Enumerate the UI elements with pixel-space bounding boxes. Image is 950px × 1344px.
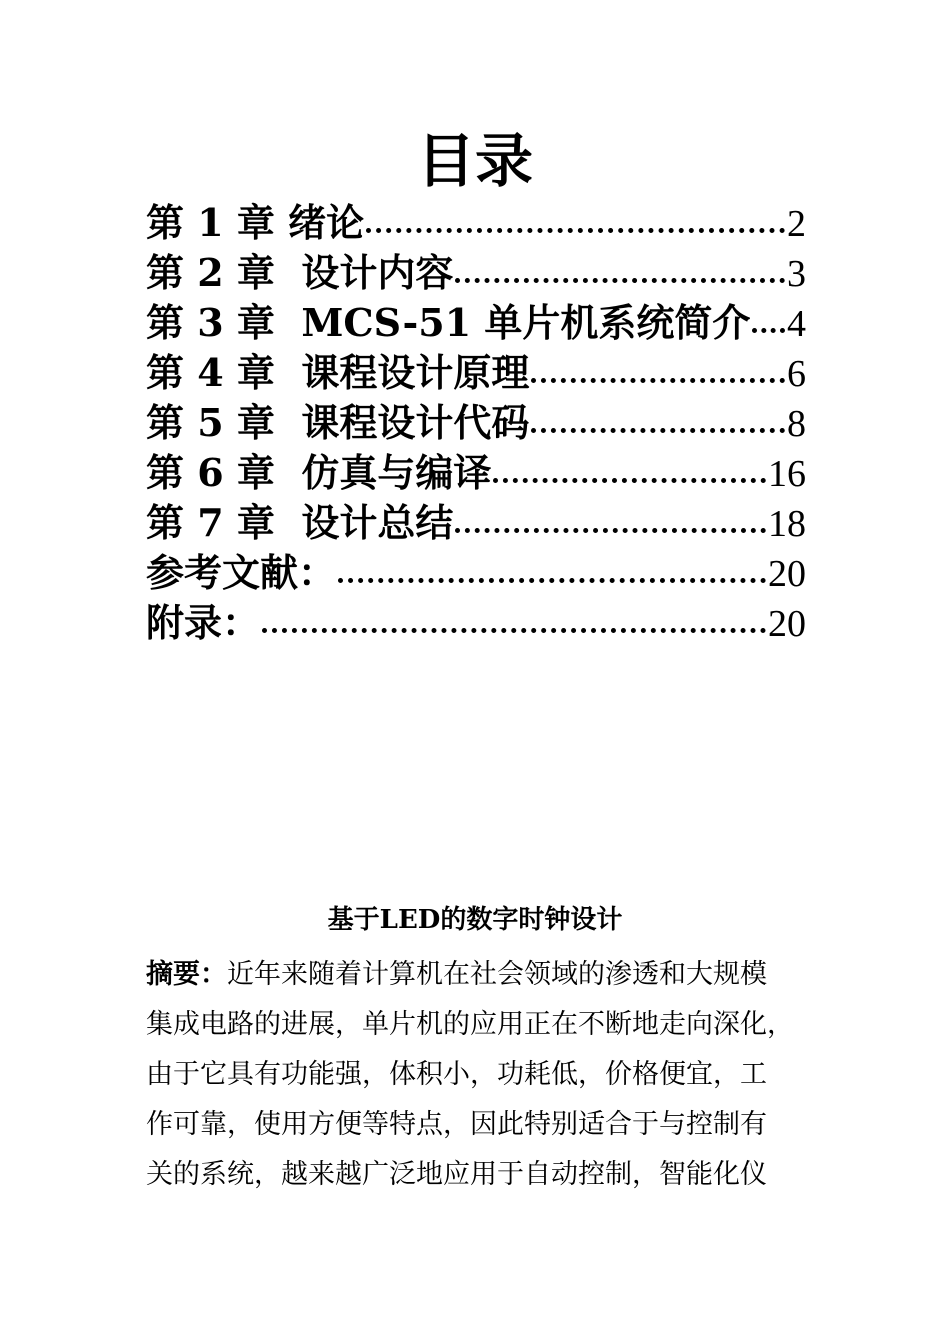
toc-entry-page: 20	[768, 553, 806, 595]
toc-dot-leader	[455, 278, 785, 283]
toc-entry-label: 第 4 章 课程设计原理	[146, 350, 530, 395]
abstract-line: 作可靠，使用方便等特点，因此特别适合于与控制有	[146, 1109, 767, 1140]
toc-dot-leader	[338, 578, 766, 583]
toc-dot-leader	[455, 528, 766, 533]
abstract-line: 集成电路的进展，单片机的应用正在不断地走向深化，	[146, 1009, 794, 1040]
toc-entry-chapter-1[interactable]	[146, 198, 806, 248]
toc-entry-chapter-2[interactable]	[146, 248, 806, 298]
toc-dot-leader	[262, 628, 766, 633]
toc-title: 目录	[416, 127, 533, 195]
toc-entry-label: 第 7 章 设计总结	[146, 500, 454, 545]
toc-entry-page: 3	[787, 253, 806, 295]
toc-entry-label: 第 5 章 课程设计代码	[146, 400, 530, 445]
abstract-label: 摘要：	[146, 959, 227, 990]
abstract-heading: 基于LED的数字时钟设计	[327, 905, 623, 935]
toc-entry-page: 20	[768, 603, 806, 645]
table-of-contents	[146, 198, 806, 648]
toc-entry-chapter-6[interactable]	[146, 448, 806, 498]
toc-entry-chapter-5[interactable]	[146, 398, 806, 448]
toc-dot-leader	[493, 478, 766, 483]
toc-entry-label: 附录：	[146, 600, 261, 645]
toc-entry-appendix[interactable]	[146, 598, 806, 648]
abstract-line: 由于它具有功能强，体积小，功耗低，价格便宜，工	[146, 1059, 767, 1090]
toc-dot-leader	[752, 328, 785, 333]
toc-dot-leader	[531, 428, 785, 433]
toc-entry-page: 2	[787, 203, 806, 245]
toc-dot-leader	[366, 228, 785, 233]
toc-entry-page: 8	[787, 403, 806, 445]
toc-entry-label: 第 2 章 设计内容	[146, 250, 454, 295]
abstract-text: 近年来随着计算机在社会领域的渗透和大规模	[227, 959, 767, 990]
toc-entry-label: 第 6 章 仿真与编译	[146, 450, 492, 495]
toc-entry-chapter-7[interactable]	[146, 498, 806, 548]
abstract-line: 关的系统，越来越广泛地应用于自动控制，智能化仪	[146, 1159, 767, 1190]
toc-entry-page: 6	[787, 353, 806, 395]
abstract-body	[146, 950, 826, 1200]
toc-entry-label: 参考文献：	[146, 550, 337, 595]
toc-entry-label: 第 1 章 绪论	[146, 200, 365, 245]
toc-entry-label: 第 3 章 MCS-51 单片机系统简介	[146, 300, 751, 345]
toc-entry-page: 4	[787, 303, 806, 345]
abstract-line	[146, 950, 826, 1000]
toc-entry-chapter-3[interactable]	[146, 298, 806, 348]
toc-entry-chapter-4[interactable]	[146, 348, 806, 398]
toc-entry-page: 18	[768, 503, 806, 545]
toc-entry-references[interactable]	[146, 548, 806, 598]
toc-entry-page: 16	[768, 453, 806, 495]
toc-dot-leader	[531, 378, 785, 383]
